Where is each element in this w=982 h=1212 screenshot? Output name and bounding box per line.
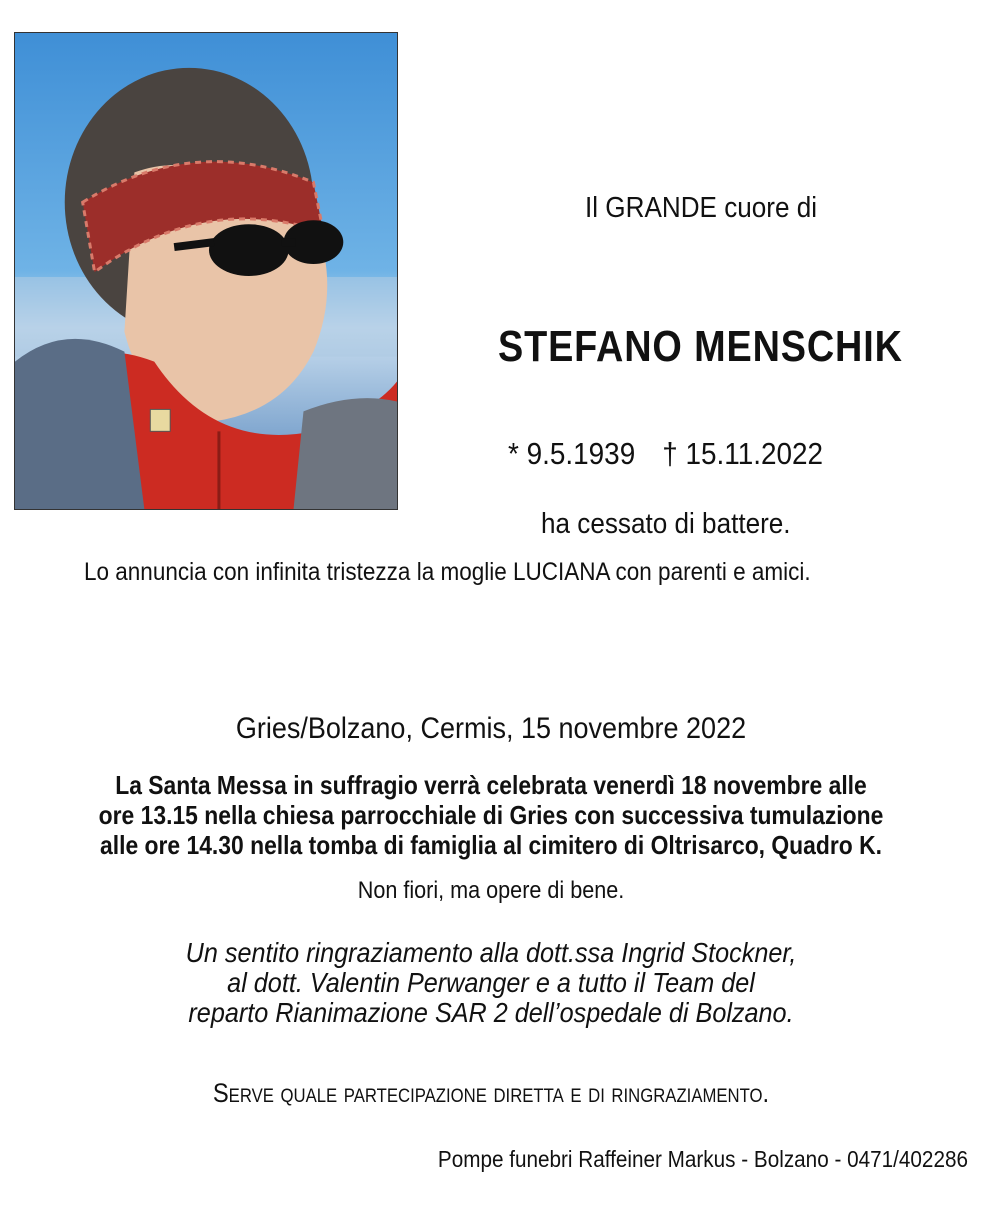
funeral-home: Pompe funebri Raffeiner Markus - Bolzano - 0471/402286 <box>437 1146 968 1172</box>
portrait-photo <box>14 32 398 510</box>
ceased-text: ha cessato di battere. <box>541 508 791 540</box>
birth-date: * 9.5.1939 <box>508 436 636 471</box>
announcement-text: Lo annuncia con infinita tristezza la moglie LUCIANA con parenti e amici. <box>84 558 811 586</box>
thanks-line: reparto Rianimazione SAR 2 dell’ospedale di Bolzano. <box>188 997 794 1028</box>
mass-details <box>0 770 982 860</box>
thanks-line: al dott. Valentin Perwanger e a tutto il Team del <box>227 967 755 998</box>
mass-line: La Santa Messa in suffragio verrà celebrata venerdì 18 novembre alle <box>115 770 867 800</box>
mass-line: ore 13.15 nella chiesa parrocchiale di Gries con successiva tumulazione <box>98 800 884 830</box>
thanks-line: Un sentito ringraziamento alla dott.ssa Ingrid Stockner, <box>185 937 797 968</box>
mass-line: alle ore 14.30 nella tomba di famiglia al cimitero di Oltrisarco, Quadro K. <box>100 830 882 860</box>
place-date: Gries/Bolzano, Cermis, 15 novembre 2022 <box>235 712 747 745</box>
life-dates <box>508 436 823 472</box>
thanks-section <box>0 938 982 1028</box>
death-date: † 15.11.2022 <box>662 436 824 471</box>
participation-note: Serve quale partecipazione diretta e di ringraziamento. <box>212 1078 770 1108</box>
deceased-name: STEFANO MENSCHIK <box>498 322 903 371</box>
flowers-note: Non fiori, ma opere di bene. <box>357 877 625 904</box>
intro-text: Il GRANDE cuore di <box>585 192 818 224</box>
